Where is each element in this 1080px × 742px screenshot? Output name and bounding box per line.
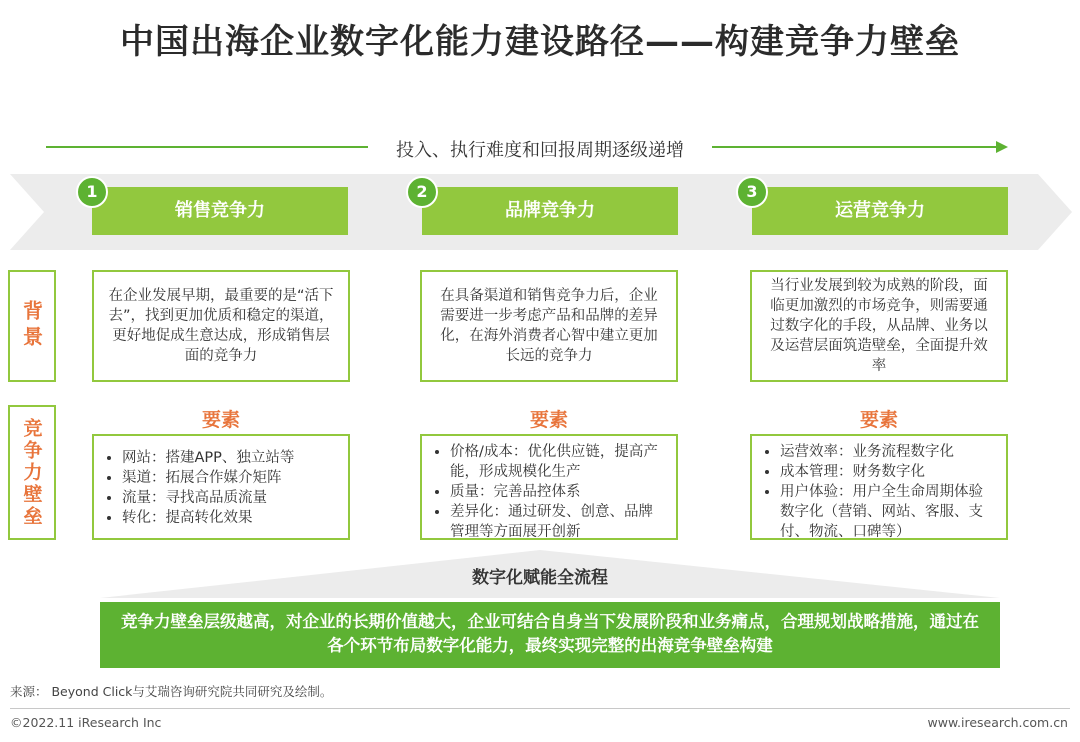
stage-1-number: 1 (76, 176, 108, 208)
footer-divider (10, 708, 1070, 709)
conclusion-box (100, 602, 1000, 668)
stage-2-background (420, 270, 678, 382)
stage-1-factor-list (106, 448, 338, 528)
stage-3-factors (750, 434, 1008, 540)
progression-line-right (712, 146, 998, 148)
copyright: ©2022.11 iResearch Inc (10, 715, 162, 730)
stage-3-factors-heading: 要素 (859, 409, 898, 431)
stage-1-background-text: 在企业发展早期，最重要的是“活下去”，找到更加优质和稳定的渠道，更好地促成生意达成，形成销售层面的竞争力 (108, 288, 334, 364)
stage-3-background-text: 当行业发展到较为成熟的阶段，面临更加激烈的市场竞争，则需要通过数字化的手段，从品牌、业务以及运营层面筑造壁垒，全面提升效率 (770, 278, 988, 374)
stage-1-background (92, 270, 350, 382)
stage-2-factors-heading: 要素 (529, 409, 568, 431)
website-url: www.iresearch.com.cn (927, 715, 1068, 730)
row-label-competitiveness (8, 405, 56, 540)
stage-3-factor-list (764, 442, 996, 542)
factor-item: • 成本管理：财务数字化 (780, 462, 996, 482)
stage-2-number: 2 (406, 176, 438, 208)
stage-1-title: 销售竞争力 (92, 187, 348, 235)
stage-1-factors-heading: 要素 (201, 409, 240, 431)
progression-label: 投入、执行难度和回报周期逐级递增 (396, 140, 684, 161)
factor-item: • 差异化：通过研发、创意、品牌管理等方面展开创新 (450, 502, 666, 542)
stage-1-factors (92, 434, 350, 540)
factor-item: • 流量：寻找高品质流量 (122, 488, 338, 508)
digital-enablement-label: 数字化赋能全流程 (472, 568, 608, 588)
row-label-background (8, 270, 56, 382)
source-note: 来源： Beyond Click与艾瑞咨询研究院共同研究及绘制。 (10, 684, 333, 699)
factor-item: • 运营效率：业务流程数字化 (780, 442, 996, 462)
factor-item: • 转化：提高转化效果 (122, 508, 338, 528)
conclusion-text: 竞争力壁垒层级越高，对企业的长期价值越大，企业可结合自身当下发展阶段和业务痛点，合理规划战略措施，通过在各个环节布局数字化能力，最终实现完整的出海竞争壁垒构建 (121, 612, 979, 655)
stage-2-background-text: 在具备渠道和销售竞争力后，企业需要进一步考虑产品和品牌的差异化，在海外消费者心智中建立更加长远的竞争力 (440, 288, 658, 364)
row-label-competitiveness-text: 竞争力壁垒 (20, 417, 43, 528)
stage-3-background (750, 270, 1008, 382)
factor-item: • 网站：搭建APP、独立站等 (122, 448, 338, 468)
arrow-right-icon (996, 141, 1008, 153)
factor-item: • 用户体验：用户全生命周期体验数字化（营销、网站、客服、支付、物流、口碑等） (780, 482, 996, 542)
factor-item: • 质量：完善品控体系 (450, 482, 666, 502)
row-label-background-text: 背景 (19, 300, 44, 352)
stage-3-title: 运营竞争力 (752, 187, 1008, 235)
stage-3-number: 3 (736, 176, 768, 208)
page-title: 中国出海企业数字化能力建设路径——构建竞争力壁垒 (120, 22, 960, 62)
stage-2-title: 品牌竞争力 (422, 187, 678, 235)
stage-2-factors (420, 434, 678, 540)
stage-2-factor-list (434, 442, 666, 542)
factor-item: • 渠道：拓展合作媒介矩阵 (122, 468, 338, 488)
factor-item: • 价格/成本：优化供应链，提高产能，形成规模化生产 (450, 442, 666, 482)
